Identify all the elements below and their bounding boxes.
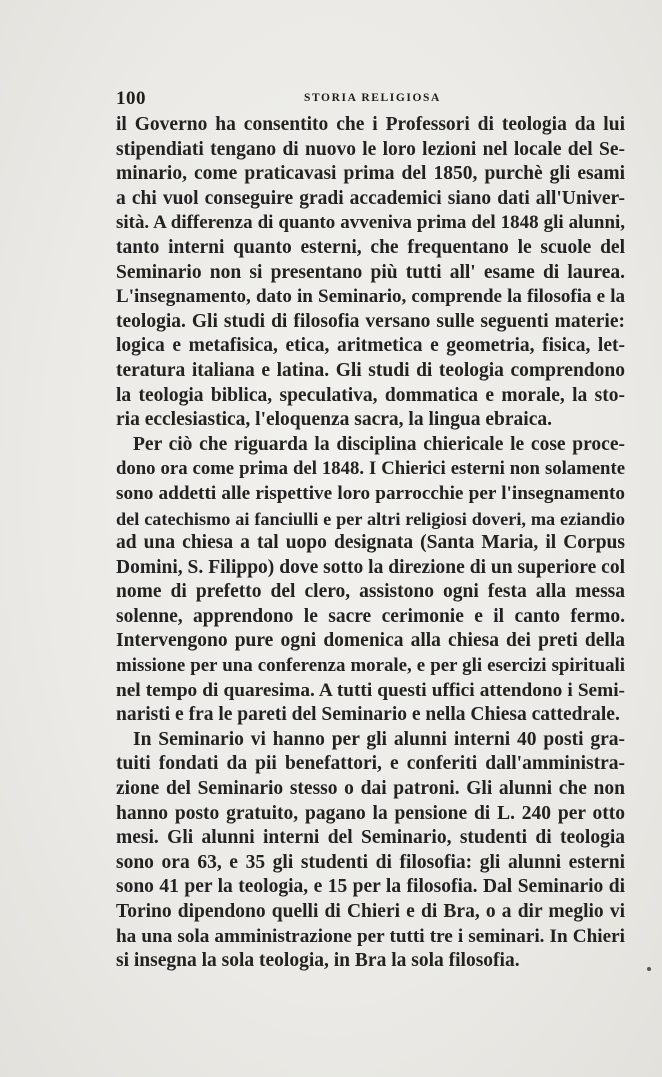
- text-line: logica e metafisica, etica, aritmetica e geometria, fisica, let-: [116, 335, 625, 357]
- text-line: dono ora come prima del 1848. I Chierici esterni non solamente: [116, 458, 625, 480]
- text-line: Per ciò che riguarda la disciplina chiericale le cose proce-: [133, 433, 625, 455]
- text-line: minario, come praticavasi prima del 1850, purchè gli esami: [116, 163, 625, 185]
- text-line: ha una sola amministrazione per tutti tre i seminari. In Chieri: [116, 925, 625, 947]
- text-line: nome di prefetto del clero, assistono ogni festa alla messa: [116, 581, 625, 603]
- body-text: [116, 113, 625, 974]
- text-line: la teologia biblica, speculativa, dommatica e morale, la sto-: [116, 384, 625, 406]
- text-line: solenne, apprendono le sacre cerimonie e il canto fermo.: [116, 605, 625, 627]
- text-line: L'insegnamento, dato in Seminario, comprende la filosofia e la: [116, 286, 625, 308]
- text-line: sono addetti alle rispettive loro parrocchie per l'insegnamento: [116, 482, 625, 504]
- text-line: In Seminario vi hanno per gli alunni interni 40 posti gra-: [133, 728, 625, 750]
- text-line: tuiti fondati da pii benefattori, e conferiti dall'amministra-: [116, 753, 625, 775]
- ink-speck: [647, 967, 651, 971]
- text-line: sono ora 63, e 35 gli studenti di filosofia: gli alunni esterni: [116, 851, 625, 873]
- text-line: teratura italiana e latina. Gli studi di teologia comprendono: [116, 359, 625, 381]
- text-line: hanno posto gratuito, pagano la pensione di L. 240 per otto: [116, 802, 625, 824]
- text-line: Intervengono pure ogni domenica alla chiesa dei preti della: [116, 630, 625, 652]
- text-line: Torino dipendono quelli di Chieri e di Bra, o a dir meglio vi: [116, 901, 625, 922]
- text-line: a chi vuol conseguire gradi accademici siano dati all'Univer-: [116, 187, 625, 209]
- text-line: del catechismo ai fanciulli e per altri religiosi doveri, ma eziandio: [116, 508, 625, 529]
- text-line: sità. A differenza di quanto avveniva prima del 1848 gli alunni,: [116, 212, 625, 234]
- text-line: ria ecclesiastica, l'eloquenza sacra, la lingua ebraica.: [116, 409, 552, 431]
- text-line: missione per una conferenza morale, e per gli esercizi spirituali: [116, 655, 625, 677]
- text-line: Seminario non si presentano più tutti all' esame di laurea.: [116, 261, 625, 283]
- text-line: teologia. Gli studi di filosofia versano sulle seguenti materie:: [116, 310, 625, 332]
- text-line: nel tempo di quaresima. A tutti questi uffici attendono i Semi-: [116, 679, 625, 701]
- text-line: Domini, S. Filippo) dove sotto la direzione di un superiore col: [116, 556, 625, 578]
- text-line: il Governo ha consentito che i Professori di teologia da lui: [116, 114, 625, 135]
- text-line: zione del Seminario stesso o dai patroni. Gli alunni che non: [116, 778, 625, 800]
- running-head: STORIA RELIGIOSA: [304, 92, 441, 104]
- text-line: si insegna la sola teologia, in Bra la sola filosofia.: [116, 950, 520, 972]
- text-line: stipendiati tengano di nuovo le loro lezioni nel locale del Se-: [116, 138, 625, 160]
- text-line: ad una chiesa a tal uopo designata (Santa Maria, il Corpus: [116, 532, 625, 554]
- page-number: 100: [116, 88, 146, 109]
- text-line: naristi e fra le pareti del Seminario e nella Chiesa cattedrale.: [116, 704, 620, 726]
- text-line: sono 41 per la teologia, e 15 per la filosofia. Dal Seminario di: [116, 876, 625, 898]
- page-header: [116, 88, 544, 112]
- text-line: tanto interni quanto esterni, che frequentano le scuole del: [116, 236, 625, 258]
- text-line: mesi. Gli alunni interni del Seminario, studenti di teologia: [116, 827, 625, 849]
